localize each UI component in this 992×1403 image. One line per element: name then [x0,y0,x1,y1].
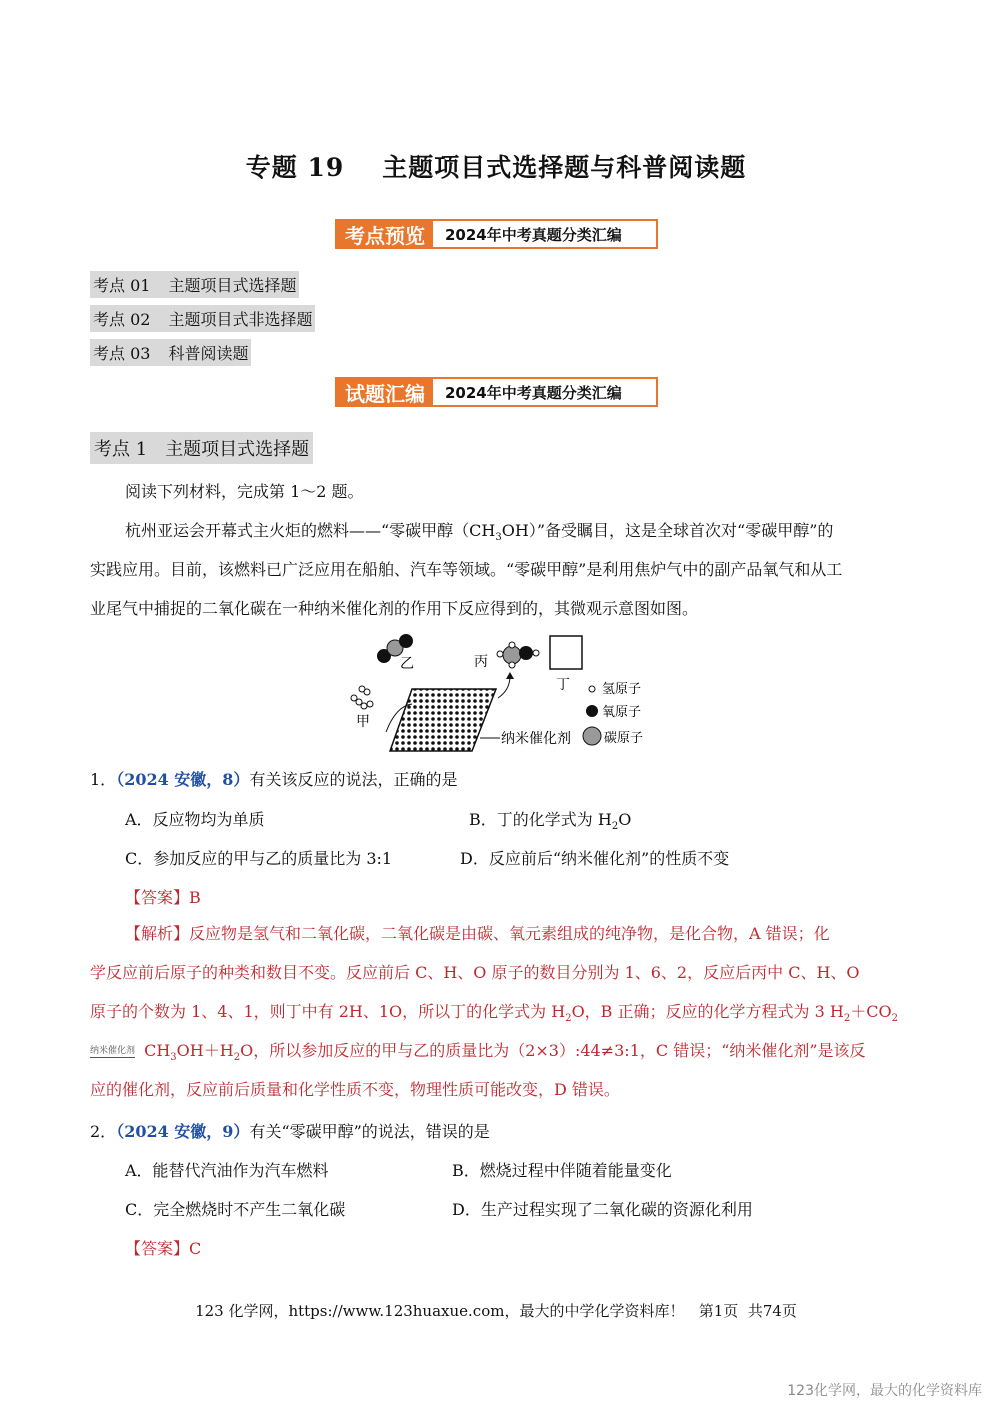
question-2: 2．（2024 安徽，9）有关“零碳甲醇”的说法，错误的是 [90,1122,490,1141]
kaodian-number: 考点 02 [93,310,151,329]
arrow-out [498,676,510,698]
hydrogen-atom [497,651,503,657]
legend-oxygen: 氧原子 [602,705,642,720]
oxygen-atom [399,634,413,648]
question-source: （2024 安徽，9） [116,1122,250,1141]
hydrogen-atom [533,650,539,656]
kaodian-title: 科普阅读题 [168,344,249,363]
arrow-head [506,672,514,679]
kaodian-item [90,339,251,366]
kaodian-item [90,305,315,332]
label-bing: 丙 [474,654,488,670]
passage-line-1: 杭州亚运会开幕式主火炬的燃料——“零碳甲醇$(CH_3OH)$”备受瞩目，这是全球首次对“零碳甲醇”的 [125,521,834,544]
title-text: 主题项目式选择题与科普阅读题 [382,153,747,182]
title-number: 专题 19 [245,153,345,182]
legend-hydrogen: 氢原子 [602,682,642,697]
hydrogen-atom [509,662,515,668]
section-number: 考点 1 [94,439,148,460]
kaodian-number: 考点 03 [93,344,151,363]
option-a: A．能替代汽油作为汽车燃料 [125,1161,329,1180]
unknown-box [550,636,582,669]
option-d: D．反应前后“纳米催化剂”的性质不变 [460,849,730,868]
label-ding: 丁 [556,677,570,693]
question-source: （2024 安徽，8） [116,770,250,789]
option-c: C．参加反应的甲与乙的质量比为 3:1 [125,849,393,868]
section-heading [90,432,313,464]
label-jia: 甲 [356,714,370,730]
kaodian-title: 主题项目式选择题 [168,276,297,295]
catalyst-surface [390,689,496,751]
banner-subtitle: 2024年中考真题分类汇编 [445,225,622,244]
equation-condition: 纳米催化剂 [90,1046,136,1056]
intro-text: 阅读下列材料，完成第 1～2 题。 [125,482,364,501]
answer-2: 【答案】C [125,1239,202,1258]
hydrogen-molecules [351,686,373,709]
option-c: C．完全燃烧时不产生二氧化碳 [125,1200,346,1219]
analysis-line-4: 纳米催化剂 $CH_3OH+H_2O$，所以参加反应的甲与乙的质量比为（2×3）:44≠3:1，C 错误；“纳米催化剂”是该反 [90,1041,866,1064]
page-footer: 123 化学网，https://www.123huaxue.com，最大的中学化学资料库！ 第1页 共74页 [195,1302,797,1320]
legend-h-icon [589,686,595,692]
watermark: 123化学网，最大的化学资料库 [787,1383,982,1399]
analysis-line-3: 原子的个数为 1、4、1，则丁中有 2H、1O，所以丁的化学式为 $H_2O$，B 正确；反应的化学方程式为 3 $H_2+CO_2$ [90,1002,898,1025]
banner-questions [335,377,658,407]
option-a: A．反应物均为单质 [125,810,265,829]
legend-o-icon [586,705,598,717]
carbon-atom [503,646,521,664]
analysis-line-5: 应的催化剂，反应前后质量和化学性质不变，物理性质可能改变，D 错误。 [90,1080,620,1099]
answer-1: 【答案】B [125,888,201,907]
option-d: D．生产过程实现了二氧化碳的资源化利用 [452,1200,753,1219]
legend-c-icon [583,727,601,745]
passage-line-2: 实践应用。目前，该燃料已广泛应用在船舶、汽车等领域。“零碳甲醇”是利用焦炉气中的副产品氧气和从工 [90,560,843,579]
banner-preview [335,219,658,249]
banner-tag: 考点预览 [337,221,433,247]
analysis-line-1: 【解析】反应物是氢气和二氧化碳，二氧化碳是由碳、氧元素组成的纯净物，是化合物，A 错误；化 [125,924,830,943]
kaodian-title: 主题项目式非选择题 [168,310,313,329]
kaodian-item [90,271,299,298]
passage-line-3: 业尾气中捕捉的二氧化碳在一种纳米催化剂的作用下反应得到的，其微观示意图如图。 [90,599,699,618]
page-title [0,148,992,184]
option-b: B．丁的化学式为 $H_2O$ [469,810,632,833]
legend-carbon: 碳原子 [604,731,644,746]
question-1: 1．（2024 安徽，8）有关该反应的说法，正确的是 [90,770,458,789]
label-yi: 乙 [400,656,414,672]
banner-tag: 试题汇编 [337,379,433,405]
hydrogen-atom [509,642,515,648]
analysis-line-2: 学反应前后原子的种类和数目不变。反应前后 C、H、O 原子的数目分别为 1、6、2，反应后丙中 C、H、O [90,963,860,982]
banner-subtitle: 2024年中考真题分类汇编 [445,383,622,402]
label-catalyst: 纳米催化剂 [501,731,571,747]
oxygen-atom [519,646,533,660]
option-b: B．燃烧过程中伴随着能量变化 [452,1161,672,1180]
kaodian-number: 考点 01 [93,276,151,295]
section-title: 主题项目式选择题 [165,439,310,460]
reaction-diagram [340,632,660,757]
